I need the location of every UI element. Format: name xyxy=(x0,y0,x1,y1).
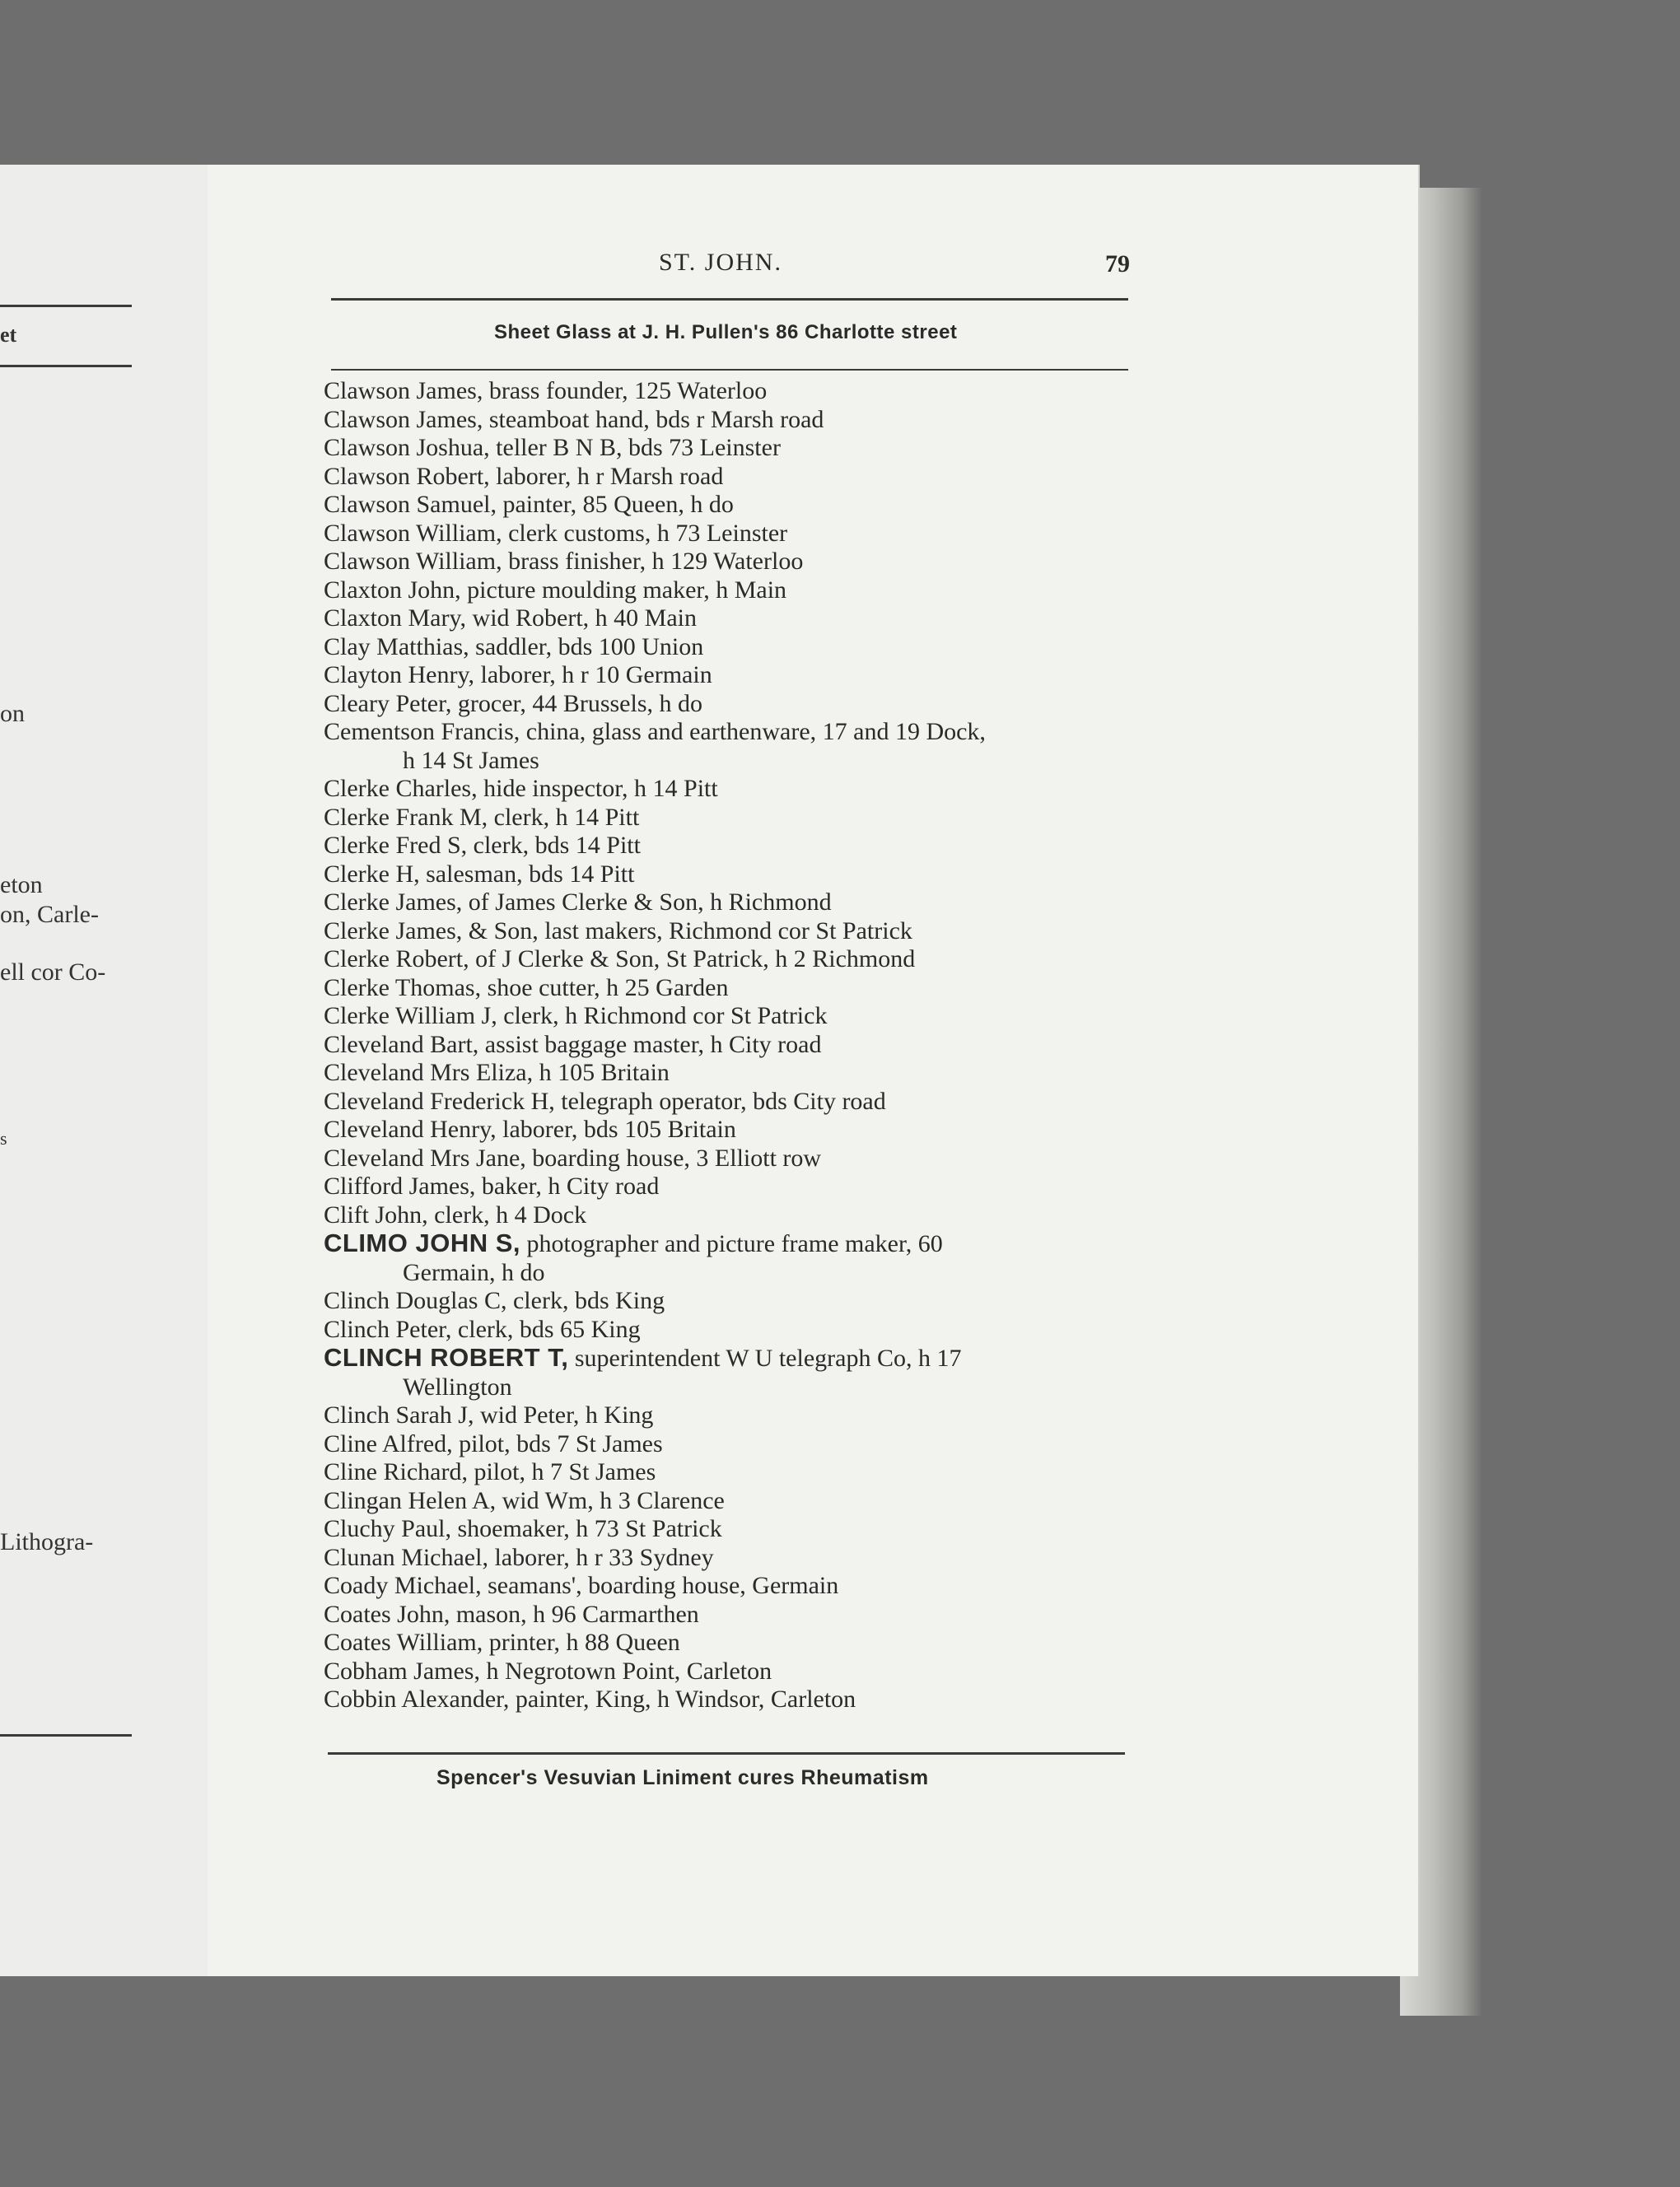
directory-entry xyxy=(324,1401,1147,1430)
directory-entry xyxy=(324,1116,1147,1145)
entry-text: Cobbin Alexander, painter, King, h Windsor, Carleton xyxy=(324,1686,856,1713)
directory-entry xyxy=(324,860,1147,889)
facing-page-fragment: ell cor Co- xyxy=(0,958,106,986)
entry-text: Coady Michael, seamans', boarding house, Germain xyxy=(324,1572,839,1599)
header-rule xyxy=(331,298,1128,301)
directory-entry xyxy=(324,1458,1147,1487)
directory-entry xyxy=(324,1686,1147,1714)
facing-page-header-fragment: et xyxy=(0,323,17,347)
facing-page-header-rule xyxy=(0,365,132,367)
directory-entry xyxy=(324,1316,1147,1345)
entry-bold-name: CLIMO JOHN S, xyxy=(324,1229,521,1257)
entry-text: Clerke Frank M, clerk, h 14 Pitt xyxy=(324,803,640,831)
entry-text: Cleveland Mrs Jane, boarding house, 3 Elliott row xyxy=(324,1144,822,1172)
entry-text: Clinch Sarah J, wid Peter, h King xyxy=(324,1401,654,1429)
directory-entry xyxy=(324,406,1147,435)
entry-text: Clerke William J, clerk, h Richmond cor St Patrick xyxy=(324,1002,828,1029)
directory-entry xyxy=(324,917,1147,946)
directory-entry xyxy=(324,1515,1147,1544)
facing-page-fragment: on xyxy=(0,700,25,727)
entry-text: Cline Alfred, pilot, bds 7 St James xyxy=(324,1429,663,1457)
entry-text: Clunan Michael, laborer, h r 33 Sydney xyxy=(324,1543,714,1571)
facing-page-fragment: Lithogra- xyxy=(0,1528,94,1555)
entry-text: Clerke Thomas, shoe cutter, h 25 Garden xyxy=(324,973,729,1001)
entry-text: Clawson William, clerk customs, h 73 Leinster xyxy=(324,519,788,547)
directory-entry xyxy=(324,1088,1147,1117)
entry-text: Clift John, clerk, h 4 Dock xyxy=(324,1201,587,1229)
directory-entry xyxy=(324,945,1147,974)
directory-entry xyxy=(324,1430,1147,1459)
entry-text: Cementson Francis, china, glass and earthenware, 17 and 19 Dock, xyxy=(324,718,986,745)
directory-entry xyxy=(324,888,1147,917)
entry-text: Clawson Samuel, painter, 85 Queen, h do xyxy=(324,491,734,518)
directory-entry xyxy=(324,491,1147,520)
entry-continuation: h 14 St James xyxy=(403,746,539,774)
entry-text: Claxton Mary, wid Robert, h 40 Main xyxy=(324,604,698,632)
directory-entry xyxy=(324,832,1147,860)
page-number: 79 xyxy=(1105,250,1130,277)
entry-bold-name: CLINCH ROBERT T, xyxy=(324,1343,569,1372)
facing-page-fragment: on, Carle- xyxy=(0,901,99,928)
directory-entry xyxy=(324,974,1147,1003)
entry-text: Clerke Charles, hide inspector, h 14 Pitt xyxy=(324,775,718,802)
entry-text: Clerke Fred S, clerk, bds 14 Pitt xyxy=(324,832,641,859)
directory-entry xyxy=(324,1601,1147,1630)
entry-text: Cleary Peter, grocer, 44 Brussels, h do xyxy=(324,689,702,717)
directory-entry xyxy=(324,1201,1147,1230)
directory-entry xyxy=(324,1145,1147,1173)
footer-rule xyxy=(328,1752,1125,1755)
directory-entry xyxy=(324,718,1147,775)
entry-continuation: Germain, h do xyxy=(403,1258,545,1286)
entry-text: Clawson James, brass founder, 125 Waterloo xyxy=(324,377,768,404)
entry-text: Clifford James, baker, h City road xyxy=(324,1173,660,1200)
directory-entry xyxy=(324,1487,1147,1516)
entry-text: Clerke H, salesman, bds 14 Pitt xyxy=(324,860,635,888)
directory-entry xyxy=(324,463,1147,492)
directory-entry xyxy=(324,661,1147,690)
entry-text: Cleveland Bart, assist baggage master, h City road xyxy=(324,1030,822,1058)
entry-text: Coates John, mason, h 96 Carmarthen xyxy=(324,1600,699,1628)
entry-text: Coates William, printer, h 88 Queen xyxy=(324,1629,680,1656)
directory-entry xyxy=(324,804,1147,832)
bottom-advertisement: Spencer's Vesuvian Liniment cures Rheumatism xyxy=(436,1766,929,1789)
entry-text: Clingan Helen A, wid Wm, h 3 Clarence xyxy=(324,1486,725,1514)
entry-text: Clawson Robert, laborer, h r Marsh road xyxy=(324,462,724,490)
entry-text: Clawson Joshua, teller B N B, bds 73 Leinster xyxy=(324,434,781,461)
directory-entry xyxy=(324,1572,1147,1601)
entry-text: Clawson William, brass finisher, h 129 Waterloo xyxy=(324,548,804,575)
directory-entry xyxy=(324,548,1147,576)
entry-text: Cluchy Paul, shoemaker, h 73 St Patrick xyxy=(324,1515,722,1542)
directory-entry xyxy=(324,1031,1147,1060)
entry-text: Clerke James, & Son, last makers, Richmond cor St Patrick xyxy=(324,916,912,944)
directory-entry xyxy=(324,604,1147,633)
directory-entry xyxy=(324,690,1147,719)
directory-entry xyxy=(324,1229,1147,1287)
entry-text: Cleveland Mrs Eliza, h 105 Britain xyxy=(324,1059,670,1086)
entry-text: Cline Richard, pilot, h 7 St James xyxy=(324,1458,656,1485)
directory-entry xyxy=(324,520,1147,548)
directory-entry xyxy=(324,775,1147,804)
top-advertisement: Sheet Glass at J. H. Pullen's 86 Charlotte street xyxy=(494,321,958,343)
entry-continuation: Wellington xyxy=(403,1373,512,1401)
directory-entry xyxy=(324,1173,1147,1201)
directory-entry xyxy=(324,576,1147,605)
entry-text: photographer and picture frame maker, 60 xyxy=(520,1230,943,1257)
facing-page-fragment: eton xyxy=(0,871,43,898)
directory-entry xyxy=(324,1002,1147,1031)
entry-text: Cleveland Henry, laborer, bds 105 Britain xyxy=(324,1116,736,1143)
entry-text: Clinch Peter, clerk, bds 65 King xyxy=(324,1315,641,1343)
entry-text: Clerke James, of James Clerke & Son, h Richmond xyxy=(324,888,832,916)
directory-entries xyxy=(324,377,1147,1714)
directory-entry xyxy=(324,1658,1147,1686)
entry-text: Clinch Douglas C, clerk, bds King xyxy=(324,1287,665,1314)
entry-text: Clayton Henry, laborer, h r 10 Germain xyxy=(324,661,712,688)
facing-page xyxy=(0,165,211,1976)
facing-page-top-rule xyxy=(0,305,132,307)
directory-entry xyxy=(324,377,1147,406)
entry-text: Clay Matthias, saddler, bds 100 Union xyxy=(324,632,704,660)
entry-text: Cleveland Frederick H, telegraph operator, bds City road xyxy=(324,1087,886,1115)
entry-text: Clerke Robert, of J Clerke & Son, St Patrick, h 2 Richmond xyxy=(324,945,916,972)
directory-entry xyxy=(324,1544,1147,1573)
running-title: ST. JOHN. xyxy=(659,249,782,276)
directory-entry xyxy=(324,1059,1147,1088)
directory-entry xyxy=(324,1629,1147,1658)
facing-page-bottom-rule xyxy=(0,1734,132,1737)
facing-page-fragment: s xyxy=(0,1128,7,1149)
directory-entry xyxy=(324,633,1147,662)
entry-text: superintendent W U telegraph Co, h 17 xyxy=(568,1345,962,1372)
entry-text: Claxton John, picture moulding maker, h Main xyxy=(324,576,787,604)
directory-entry xyxy=(324,1287,1147,1316)
directory-entry xyxy=(324,434,1147,463)
directory-entry xyxy=(324,1344,1147,1401)
entry-text: Clawson James, steamboat hand, bds r Marsh road xyxy=(324,405,824,433)
header-advert-rule xyxy=(331,369,1128,371)
entry-text: Cobham James, h Negrotown Point, Carleton xyxy=(324,1657,772,1685)
